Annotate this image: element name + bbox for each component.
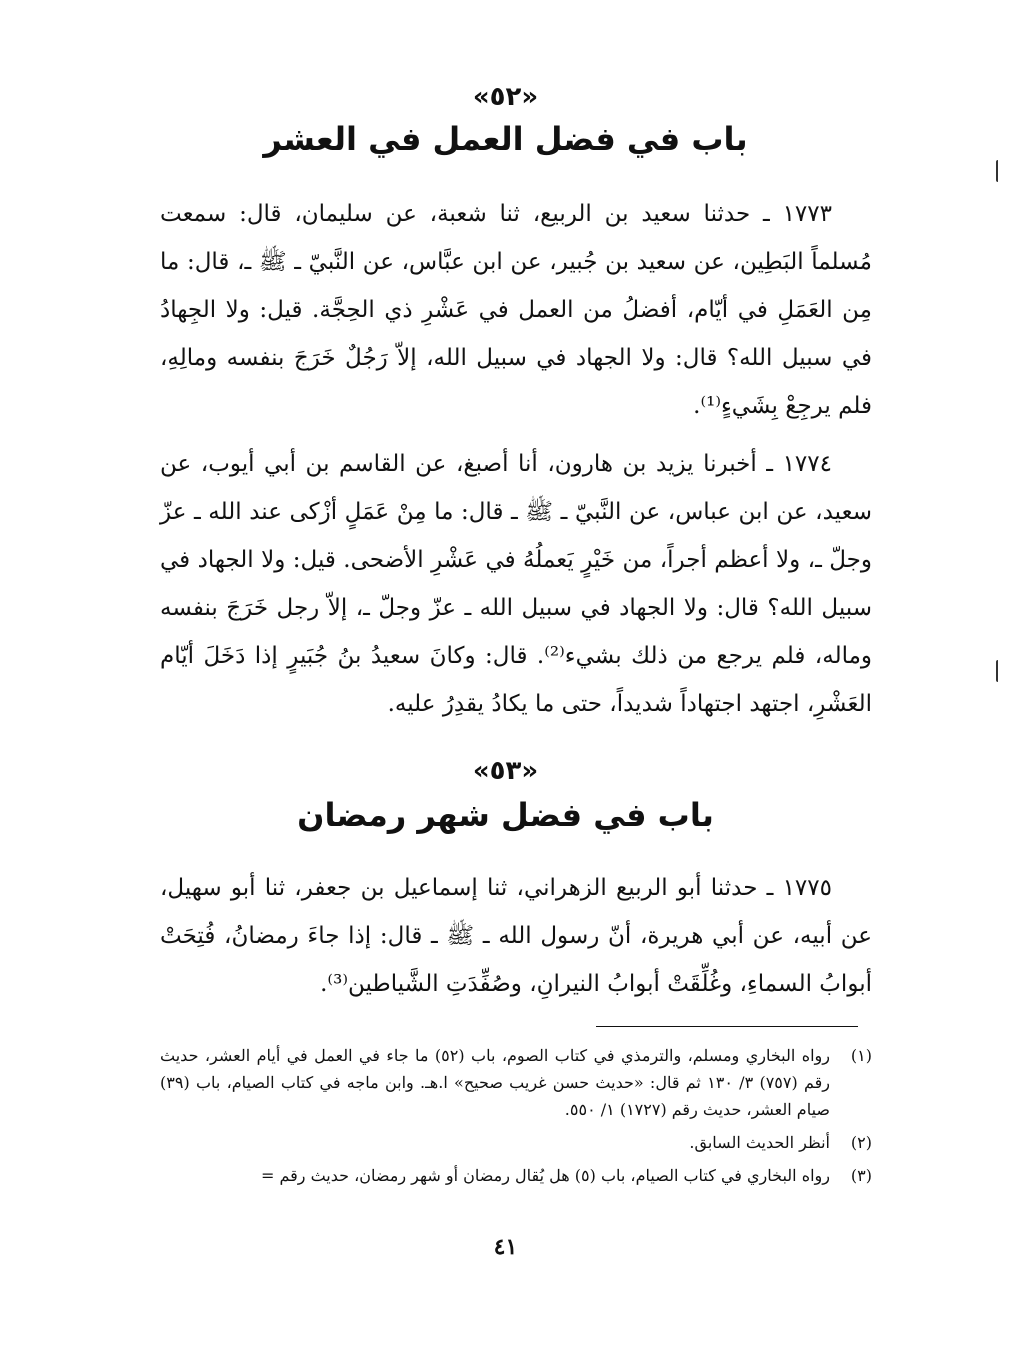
scan-margin-mark <box>996 660 1002 682</box>
footnote-text: رواه البخاري ومسلم، والترمذي في كتاب الصوم، باب (٥٢) ما جاء في العمل في أيام العشر، حديث رقم (٧٥٧) ٣/ ١٣٠ ثم قال: «حديث حسن غريب صحيح» ا.هـ. وابن ماجه في كتاب الصيام، باب (٣٩) صيام العشر، حديث رقم (١٧٢٧) ١/ ٥٥٠. <box>160 1046 831 1119</box>
footnote-marker: (١) <box>850 1046 872 1065</box>
scan-margin-mark <box>996 160 1002 182</box>
footnote-text: أنظر الحديث السابق. <box>689 1133 830 1152</box>
chapter-number: «٥٣» <box>472 756 539 786</box>
footnote-text: رواه البخاري في كتاب الصيام، باب (٥) هل يُقال رمضان أو شهر رمضان، حديث رقم = <box>260 1166 830 1185</box>
footnote-marker: (٢) <box>850 1133 872 1152</box>
hadith-paragraph: ١٧٧٥ ـ حدثنا أبو الربيع الزهراني، ثنا إسماعيل بن جعفر، ثنا أبو سهيل، عن أبيه، عن أبي هريرة، أنّ رسول الله ـ ﷺ ـ قال: إذا جاءَ رمضانُ، فُتِحَتْ أبوابُ السماءِ، وغُلِّقَتْ أبوابُ النيرانِ، وصُفِّدَتِ الشَّياطين⁽³⁾. <box>160 875 872 997</box>
chapter-title: باب في فضل شهر رمضان <box>297 796 714 834</box>
chapter-body <box>160 864 872 1008</box>
page-number: ٤١ <box>493 1234 518 1260</box>
footnote-marker: (٣) <box>850 1166 872 1185</box>
chapter-number: «٥٢» <box>472 82 539 112</box>
chapter-title: باب في فضل العمل في العشر <box>263 120 748 158</box>
footnote <box>160 1042 872 1123</box>
footnote-divider <box>596 1026 858 1027</box>
footnote <box>160 1129 872 1156</box>
footnote <box>160 1162 872 1189</box>
footnotes <box>160 1042 872 1195</box>
chapter-body <box>160 190 872 728</box>
hadith-paragraph: ١٧٧٣ ـ حدثنا سعيد بن الربيع، ثنا شعبة، عن سليمان، قال: سمعت مُسلماً البَطِين، عن سعيد بن جُبير، عن ابن عبَّاس، عن النَّبيّ ـ ﷺ ـ، قال: ما مِن العَمَلِ في أيّام، أفضلُ من العمل في عَشْرِ ذي الحِجَّة. قيل: ولا الجِهادُ في سبيل الله؟ قال: ولا الجهاد في سبيل الله، إلاّ رَجُلٌ خَرَجَ بنفسه ومالِهِ، فلم يرجِعْ بِشَيءٍ⁽¹⁾. <box>160 201 872 419</box>
hadith-paragraph: ١٧٧٤ ـ أخبرنا يزيد بن هارون، أنا أصبغ، عن القاسم بن أبي أيوب، عن سعيد، عن ابن عباس، عن النَّبيّ ـ ﷺ ـ قال: ما مِنْ عَمَلٍ أزْكى عند الله ـ عزّ وجلّ ـ، ولا أعظم أجراً، من خَيْرٍ يَعملُهُ في عَشْرِ الأضحى. قيل: ولا الجهاد في سبيل الله؟ قال: ولا الجهاد في سبيل الله ـ عزّ وجلّ ـ، إلاّ رجل خَرَجَ بنفسه وماله، فلم يرجع من ذلك بشيء⁽²⁾. قال: وكانَ سعيدُ بنُ جُبَيرٍ إذا دَخَلَ أيّام العَشْرِ، اجتهد اجتهاداً شديداً، حتى ما يكادُ يقدِرُ عليه. <box>160 451 873 717</box>
